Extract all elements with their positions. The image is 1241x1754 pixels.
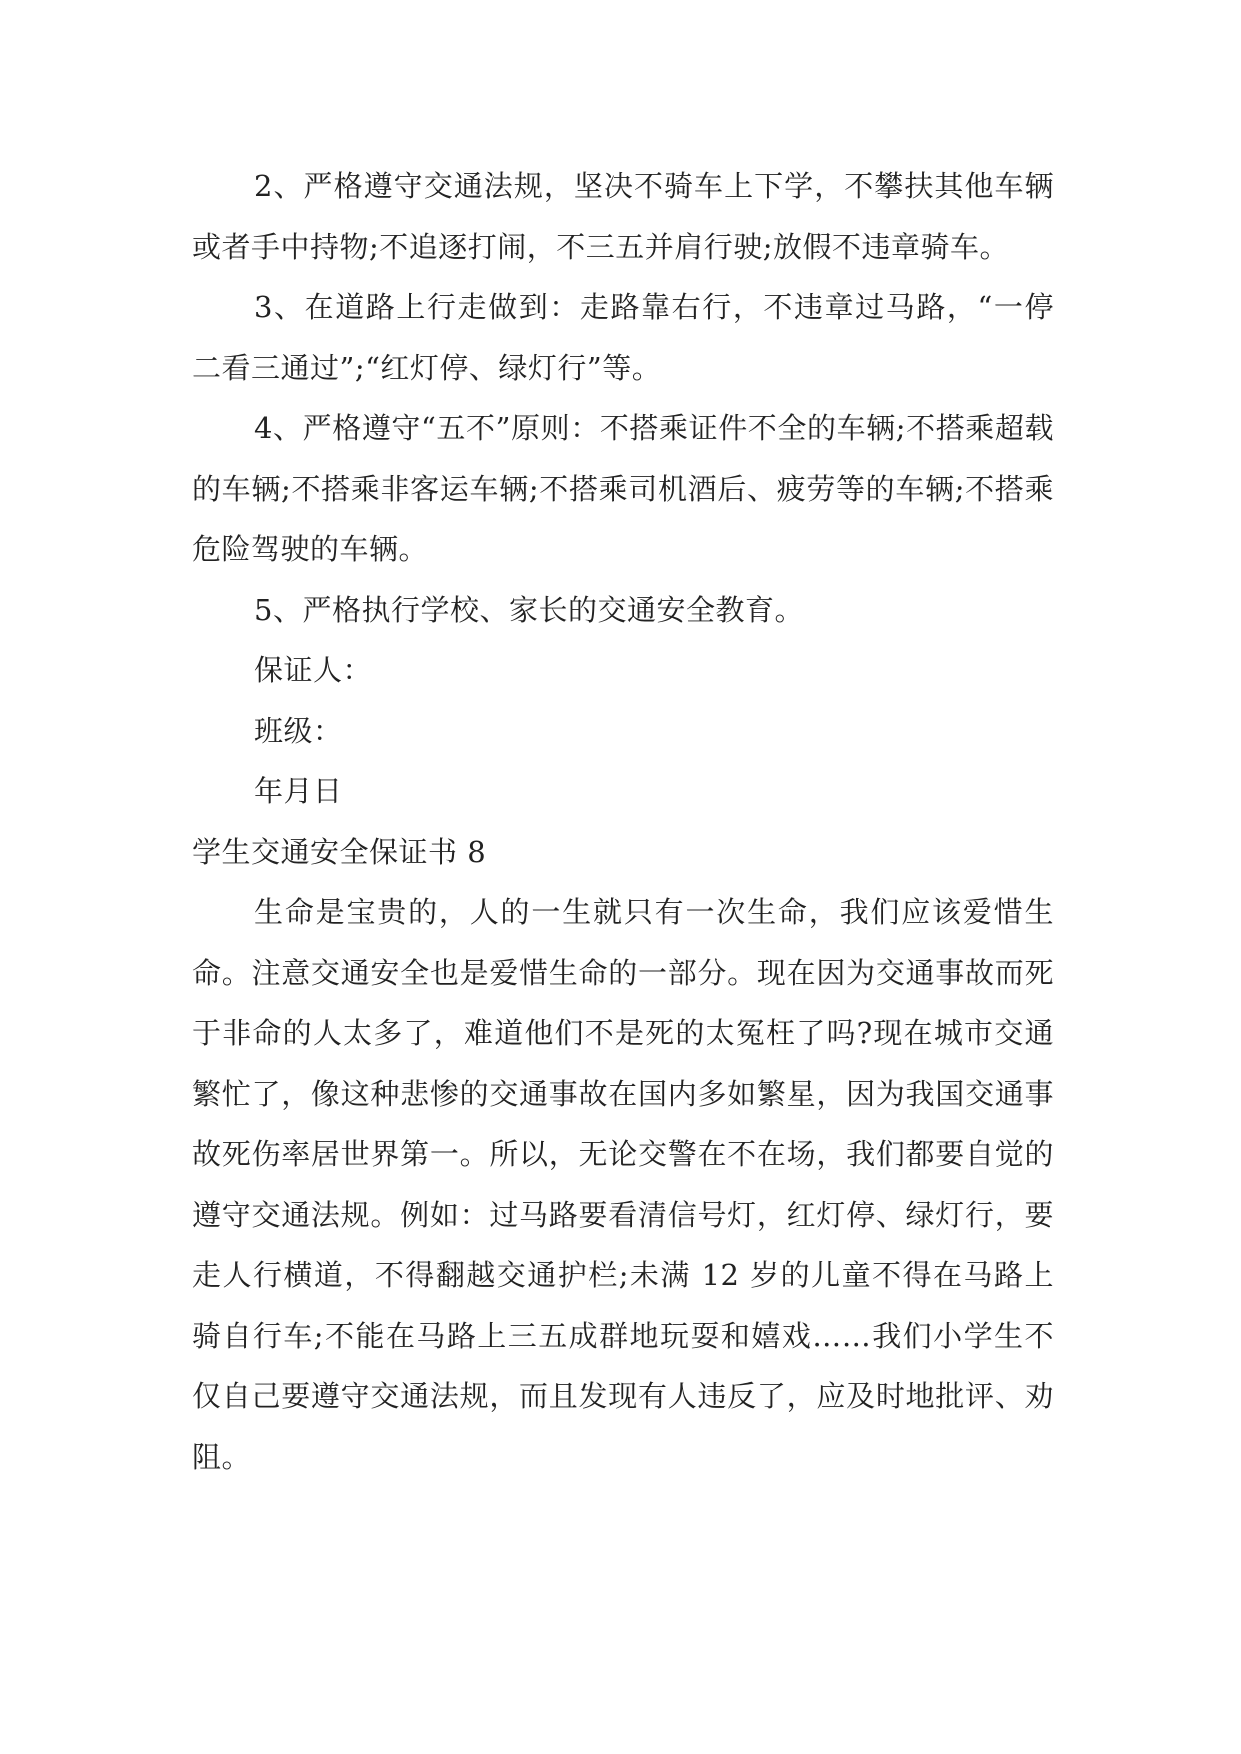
signature-date: 年月日 bbox=[254, 774, 343, 808]
signature-guarantor: 保证人： bbox=[254, 653, 373, 687]
document-content bbox=[192, 156, 1054, 1487]
body-paragraph: 生命是宝贵的，人的一生就只有一次生命，我们应该爱惜生命。注意交通安全也是爱惜生命的一部分。现在因为交通事故而死于非命的人太多了，难道他们不是死的太冤枉了吗?现在城市交通繁忙了，像这种悲惨的交通事故在国内多如繁星，因为我国交通事故死伤率居世界第一。所以，无论交警在不在场，我们都要自觉的遵守交通法规。例如：过马路要看清信号灯，红灯停、绿灯行，要走人行横道，不得翻越交通护栏;未满 12 岁的儿童不得在马路上骑自行车;不能在马路上三五成群地玩耍和嬉戏……我们小学生不仅自己要遵守交通法规，而且发现有人违反了，应及时地批评、劝阻。 bbox=[192, 895, 1054, 1474]
paragraph-rule-3: 3、在道路上行走做到：走路靠右行，不违章过马路，“一停二看三通过”;“红灯停、绿灯行”等。 bbox=[192, 290, 1054, 385]
signature-class: 班级： bbox=[254, 713, 343, 748]
paragraph-rule-5: 5、严格执行学校、家长的交通安全教育。 bbox=[254, 592, 804, 627]
paragraph-rule-2: 2、严格遵守交通法规，坚决不骑车上下学，不攀扶其他车辆或者手中持物;不追逐打闹，不三五并肩行驶;放假不违章骑车。 bbox=[192, 169, 1054, 264]
section-title: 学生交通安全保证书 8 bbox=[192, 834, 487, 869]
paragraph-rule-4: 4、严格遵守“五不”原则：不搭乘证件不全的车辆;不搭乘超载的车辆;不搭乘非客运车辆;不搭乘司机酒后、疲劳等的车辆;不搭乘危险驾驶的车辆。 bbox=[192, 411, 1054, 566]
